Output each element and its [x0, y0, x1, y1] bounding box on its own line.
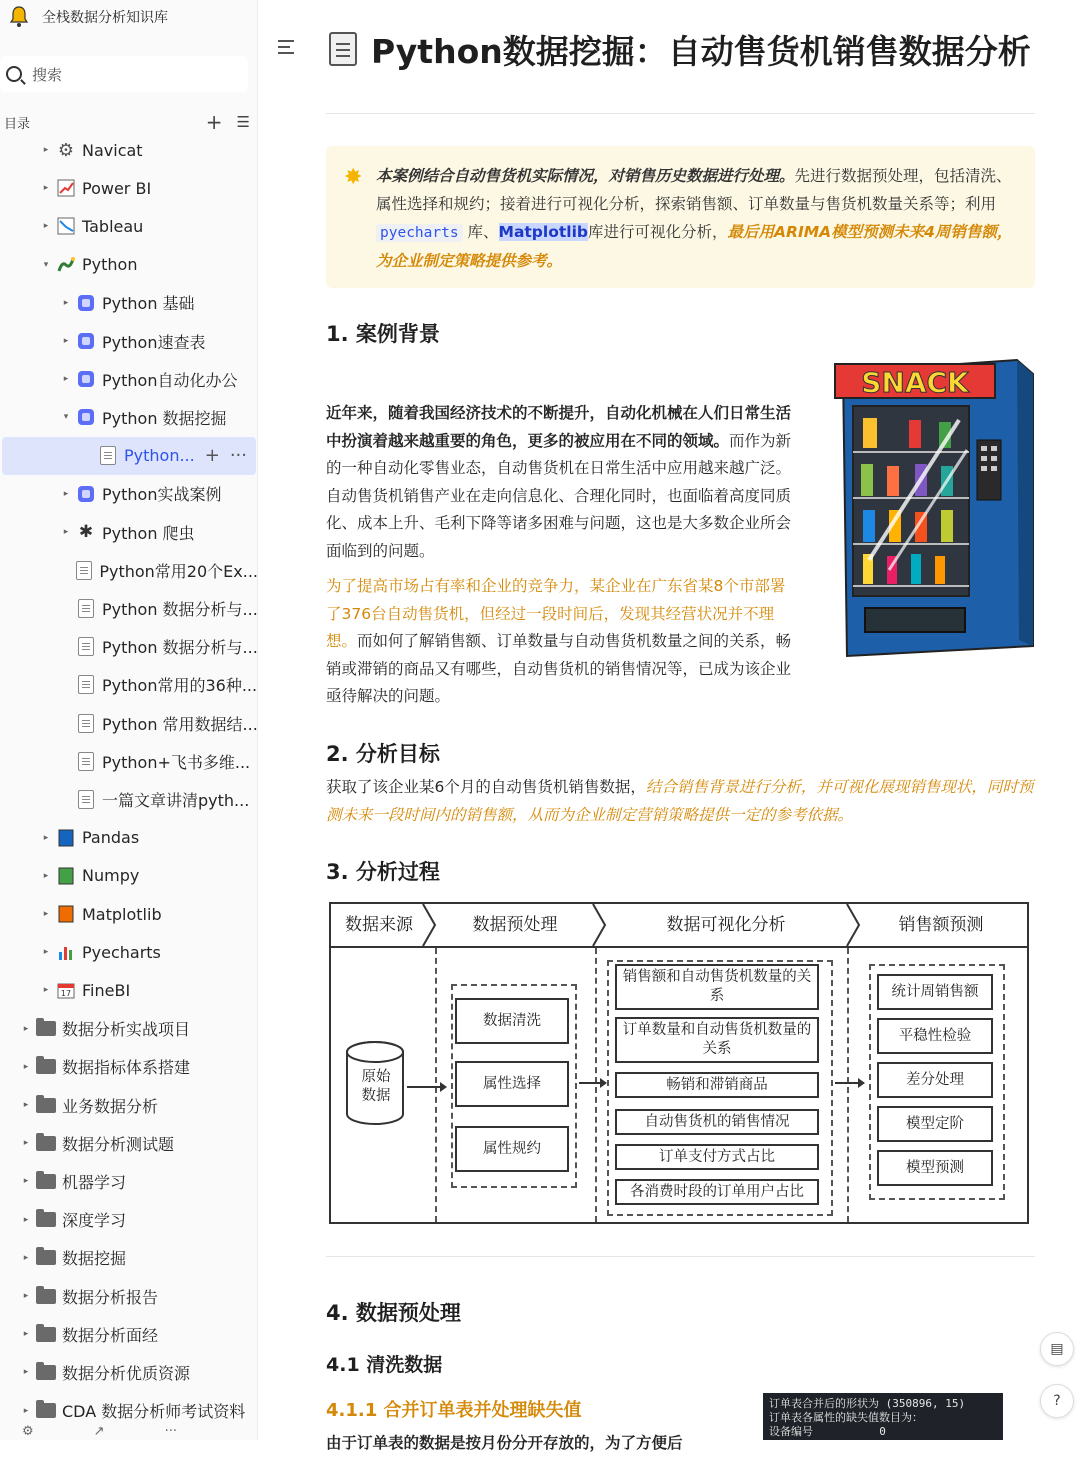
divider-line	[847, 948, 849, 1222]
callout-text-mid: 库、	[462, 223, 499, 241]
page-title	[329, 26, 1069, 72]
bg-orange-text: 为了提高市场占有率和企业的竞争力，某企业在广东省某8个市部署了376台自动售货机，但经过一段时间后，发现其经营状况并不理想。	[326, 577, 786, 651]
bg-bold-text: 近年来，随着我国经济技术的不断提升，自动化机械在人们日常生活中扮演着越来越重要的角色，更多的被应用在不同的领域。	[326, 404, 792, 450]
caret-icon[interactable]: ▸	[43, 183, 49, 194]
heading-clean: 4.1 清洗数据	[326, 1354, 443, 1376]
sidebar-item-label: Tableau	[82, 216, 144, 236]
sidebar-item[interactable]	[0, 742, 258, 780]
goal-orange-text: 结合销售背景进行分析，并可视化展现销售现状，同时预测未来一段时间内的销售额，从而为企业制定营销策略提供一定的参考依据。	[326, 778, 1034, 824]
viz-item-3: 畅销和滞销商品	[615, 1072, 819, 1098]
caret-icon[interactable]: ▸	[63, 297, 69, 308]
sidebar-item[interactable]	[0, 398, 258, 436]
sidebar-item-label: Python+飞书多维...	[102, 752, 251, 772]
sidebar-item-label: Python常用20个Ex...	[99, 561, 258, 581]
paragraph-goal	[326, 774, 1038, 829]
sidebar-item[interactable]	[0, 857, 258, 895]
caret-icon[interactable]: ▸	[23, 1291, 29, 1301]
callout-bold-text: 本案例结合自动售货机实际情况，对销售历史数据进行处理。	[376, 167, 795, 185]
sidebar-item[interactable]	[0, 169, 258, 207]
caret-icon[interactable]: ▾	[63, 412, 69, 423]
sidebar-item[interactable]	[0, 895, 258, 933]
doc-square-icon	[76, 369, 96, 389]
sidebar-item-label: Numpy	[82, 866, 140, 886]
divider-line	[595, 948, 597, 1222]
sidebar-item-label: 数据分析测试题	[62, 1134, 175, 1154]
sidebar-item-label: CDA 数据分析师考试资料	[62, 1402, 246, 1422]
prep-select: 属性选择	[455, 1061, 569, 1107]
sidebar-item[interactable]	[0, 704, 258, 742]
sidebar-item[interactable]	[0, 1201, 258, 1239]
sidebar-item-label: Python 数据挖掘	[102, 408, 227, 428]
caret-icon[interactable]: ▸	[23, 1405, 29, 1416]
code-pyecharts: pyecharts	[376, 224, 463, 242]
heading-goal: 2. 分析目标	[326, 742, 440, 766]
caret-icon[interactable]: ▸	[43, 145, 49, 155]
heading-background: 1. 案例背景	[326, 322, 440, 346]
sidebar-item-label: 数据分析实战项目	[62, 1020, 191, 1040]
sidebar-item[interactable]	[0, 1315, 258, 1353]
sidebar-item[interactable]	[0, 207, 258, 245]
sidebar	[0, 0, 258, 1440]
sidebar-item-label: Python 数据分析与...	[102, 638, 258, 658]
sidebar-item[interactable]	[0, 284, 258, 322]
doc-square-icon	[76, 293, 96, 313]
link-matplotlib[interactable]: Matplotlib	[498, 223, 588, 241]
caret-icon[interactable]: ▸	[23, 1100, 29, 1110]
sidebar-item-label: 业务数据分析	[62, 1096, 159, 1116]
menu-toggle-icon[interactable]	[278, 40, 294, 54]
sidebar-item-label: Python 数据分析与...	[102, 599, 258, 619]
vending-machine-image	[829, 360, 1037, 660]
chart-icon	[56, 216, 76, 236]
stage-source: 数据来源	[345, 915, 413, 935]
code-output-image: 订单表合并后的形状为 (350896, 15) 订单表各属性的缺失值数目为： 设备编号 0	[763, 1393, 1003, 1440]
copy-doc-icon[interactable]: ▤	[1040, 1332, 1074, 1366]
sidebar-item[interactable]	[0, 819, 258, 857]
stage-viz: 数据可视化分析	[666, 915, 786, 935]
folder-icon	[36, 1248, 56, 1268]
document-icon	[98, 446, 118, 466]
pred-stationarity: 平稳性检验	[877, 1018, 993, 1054]
callout-box	[326, 146, 1035, 288]
caret-icon[interactable]: ▸	[23, 1367, 29, 1378]
bulb-icon: ✸	[344, 165, 363, 190]
snack-sign: SNACK	[861, 366, 969, 399]
pred-weekly: 统计周销售额	[877, 974, 993, 1010]
heading-preprocess: 4. 数据预处理	[326, 1301, 461, 1325]
sidebar-item[interactable]	[0, 246, 258, 284]
document-icon	[76, 751, 96, 771]
viz-item-1: 销售额和自动售货机数量的关系	[615, 964, 819, 1010]
caret-icon[interactable]: ▸	[23, 1138, 29, 1149]
caret-icon[interactable]: ▸	[43, 221, 49, 232]
goal-text: 获取了该企业某6个月的自动售货机销售数据，	[326, 778, 646, 796]
heading-merge: 4.1.1 合并订单表并处理缺失值	[326, 1400, 582, 1421]
chart-line-icon	[56, 178, 76, 198]
process-flow-diagram	[329, 902, 1029, 1224]
caret-icon[interactable]: ▸	[63, 336, 69, 346]
paragraph-merge: 由于订单表的数据是按月份分开存放的，为了方便后	[326, 1434, 683, 1452]
sidebar-item[interactable]	[0, 628, 258, 666]
paragraph-background-1	[326, 400, 800, 566]
sidebar-item[interactable]	[0, 1162, 258, 1200]
folder-icon	[36, 1210, 56, 1230]
callout-orange-text: 最后用ARIMA模型预测未来4周销售额，为企业制定策略提供参考。	[376, 223, 1013, 270]
sidebar-item-label: Matplotlib	[82, 904, 162, 924]
viz-item-5: 订单支付方式占比	[615, 1144, 819, 1170]
sidebar-item[interactable]	[0, 1124, 258, 1162]
toc-label: 目录	[4, 116, 31, 132]
sidebar-item-label: 数据分析面经	[62, 1325, 159, 1345]
folder-icon	[36, 1324, 56, 1344]
python-icon	[56, 255, 76, 275]
sidebar-item[interactable]	[0, 1239, 258, 1277]
folder-icon	[36, 1095, 56, 1115]
document-main	[259, 0, 1080, 1452]
caret-icon[interactable]: ▸	[43, 985, 49, 996]
document-icon	[76, 713, 96, 733]
sidebar-item-label: Python 基础	[102, 294, 195, 314]
sidebar-item-label: 深度学习	[62, 1211, 127, 1231]
book-green-icon	[56, 866, 76, 886]
sidebar-item-label: Navicat	[82, 140, 143, 160]
sidebar-item[interactable]	[0, 1010, 258, 1048]
doc-square-icon	[76, 331, 96, 351]
folder-icon	[36, 1057, 56, 1077]
svg-text:17: 17	[60, 989, 72, 999]
sidebar-item-label: Python常用的36种...	[102, 676, 258, 696]
share-icon[interactable]: ↗	[93, 1424, 105, 1439]
sidebar-item[interactable]	[0, 475, 258, 513]
sidebar-item-label: 一篇文章讲清pyth...	[102, 790, 250, 810]
caret-icon[interactable]: ▸	[23, 1061, 29, 1072]
sidebar-item-label: Python 常用数据结...	[102, 714, 258, 734]
document-icon	[76, 637, 96, 657]
sidebar-item-label: Python速查表	[102, 332, 206, 352]
bg-text: 而作为新的一种自动化零售业态，自动售货机在日常生活中应用越来越广泛。自动售货机销售产业在走向信息化、合理化同时，也面临着高度同质化、成本上升、毛利下降等诸多困难与问题，这也是大多数企业所会面临到的问题。	[326, 431, 792, 560]
sidebar-item[interactable]	[0, 360, 258, 398]
caret-icon[interactable]: ▸	[23, 1252, 29, 1263]
sidebar-item-label: Python实战案例	[102, 485, 222, 505]
bell-logo-icon	[6, 4, 32, 30]
folder-icon	[36, 1401, 56, 1421]
kb-title: 全栈数据分析知识库	[42, 10, 168, 26]
caret-icon[interactable]: ▸	[43, 909, 49, 919]
viz-item-4: 自动售货机的销售情况	[615, 1109, 819, 1135]
sidebar-item-label: FineBI	[82, 980, 131, 1000]
search-input[interactable]	[0, 56, 248, 92]
add-icon[interactable]: +	[205, 110, 223, 134]
help-icon[interactable]: ?	[1040, 1384, 1074, 1418]
list-view-icon[interactable]: ☰	[236, 112, 250, 131]
folder-icon	[36, 1286, 56, 1306]
sidebar-item[interactable]	[0, 1277, 258, 1315]
sidebar-item-label: 数据分析优质资源	[62, 1363, 191, 1383]
viz-item-2: 订单数量和自动售货机数量的关系	[615, 1017, 819, 1063]
divider	[326, 113, 1035, 114]
heading-process: 3. 分析过程	[326, 860, 440, 884]
add-child-icon[interactable]: +	[204, 445, 220, 467]
document-icon	[75, 560, 93, 580]
document-icon	[76, 789, 96, 809]
flow-header	[331, 904, 1027, 948]
callout-text: 先进行数据预处理，包括清洗、属性选择和规约；接着进行可视化分析，探索销售额、订单数量与售货机数量关系等；利用	[376, 167, 1012, 213]
stage-predict: 销售额预测	[898, 915, 984, 935]
divider	[326, 1256, 1035, 1257]
caret-icon[interactable]: ▸	[23, 1329, 29, 1340]
sidebar-item-label: Pyecharts	[82, 942, 161, 962]
document-icon	[76, 598, 96, 618]
document-icon	[329, 32, 357, 66]
caret-icon[interactable]: ▸	[23, 1214, 29, 1225]
sidebar-item-label: 数据分析报告	[62, 1287, 159, 1307]
sidebar-item[interactable]	[0, 666, 258, 704]
search-icon	[6, 66, 22, 82]
sidebar-item-label: Python 爬虫	[102, 523, 195, 543]
callout-text-end: 库进行可视化分析，	[588, 223, 728, 241]
viz-item-6: 各消费时段的订单用户占比	[615, 1179, 819, 1205]
sidebar-item[interactable]	[0, 971, 258, 1009]
pred-forecast: 模型预测	[877, 1150, 993, 1186]
calendar-icon	[56, 980, 76, 1000]
folder-icon	[36, 1362, 56, 1382]
sidebar-item[interactable]	[2, 437, 256, 475]
prep-clean: 数据清洗	[455, 998, 569, 1044]
search-placeholder: 搜索	[32, 65, 63, 84]
folder-icon	[36, 1171, 56, 1191]
pred-order: 模型定阶	[877, 1106, 993, 1142]
sidebar-item[interactable]	[0, 780, 258, 818]
caret-icon[interactable]: ▸	[43, 832, 49, 843]
caret-icon[interactable]: ▾	[43, 259, 49, 270]
sidebar-item[interactable]	[0, 589, 258, 627]
sidebar-bottom-bar	[0, 1424, 258, 1440]
sidebar-item-label: 数据指标体系搭建	[62, 1058, 191, 1078]
sidebar-item-label: Power BI	[82, 178, 152, 198]
folder-icon	[36, 1019, 56, 1039]
gear-icon: ⚙	[57, 139, 75, 161]
spider-icon: ✱	[78, 522, 94, 542]
sidebar-item[interactable]	[0, 322, 258, 360]
bg-text-2: 而如何了解销售额、订单数量与自动售货机数量之间的关系，畅销或滞销的商品又有哪些，自动售货机的销售情况等，已成为该企业亟待解决的问题。	[326, 632, 792, 706]
sidebar-item[interactable]	[0, 933, 258, 971]
sidebar-item[interactable]	[0, 551, 258, 589]
doc-square-icon	[76, 407, 96, 427]
folder-icon	[36, 1133, 56, 1153]
caret-icon[interactable]: ▸	[23, 1023, 29, 1034]
book-blue-icon	[56, 828, 76, 848]
more-actions-icon[interactable]: ···	[229, 445, 247, 467]
book-orange-icon	[56, 904, 76, 924]
caret-icon[interactable]: ▸	[63, 374, 69, 385]
kb-header[interactable]	[0, 0, 258, 34]
sidebar-item[interactable]	[0, 1086, 258, 1124]
bar-chart-icon	[56, 942, 76, 962]
page-title-text: Python数据挖掘：自动售货机销售数据分析	[371, 31, 1031, 71]
sidebar-item-label: Python...	[124, 446, 195, 466]
caret-icon[interactable]: ▸	[43, 947, 49, 958]
paragraph-background-2	[326, 573, 800, 711]
doc-square-icon	[76, 484, 96, 504]
sidebar-item-label: Python	[82, 255, 138, 275]
flow-arrow	[835, 1082, 863, 1084]
source-label: 原始 数据	[361, 1069, 391, 1104]
sidebar-item[interactable]	[0, 1353, 258, 1391]
more-icon[interactable]: ···	[164, 1424, 177, 1439]
caret-icon[interactable]: ▸	[63, 527, 69, 537]
caret-icon[interactable]: ▸	[63, 488, 69, 499]
settings-icon[interactable]: ⚙	[22, 1424, 34, 1439]
prep-reduce: 属性规约	[455, 1126, 569, 1172]
document-icon	[76, 675, 96, 695]
flow-arrow	[579, 1082, 605, 1084]
sidebar-item[interactable]	[0, 131, 258, 169]
pred-difference: 差分处理	[877, 1062, 993, 1098]
flow-arrow	[407, 1086, 445, 1088]
caret-icon[interactable]: ▸	[43, 870, 49, 881]
sidebar-item-label: 数据挖掘	[62, 1249, 127, 1269]
sidebar-item-label: Pandas	[82, 828, 140, 848]
sidebar-item-label: Python自动化办公	[102, 370, 238, 390]
sidebar-item[interactable]	[0, 1048, 258, 1086]
caret-icon[interactable]: ▸	[23, 1176, 29, 1187]
stage-prep: 数据预处理	[472, 915, 558, 935]
sidebar-item[interactable]	[0, 513, 258, 551]
divider-line	[435, 948, 437, 1222]
sidebar-item-label: 机器学习	[62, 1172, 127, 1192]
